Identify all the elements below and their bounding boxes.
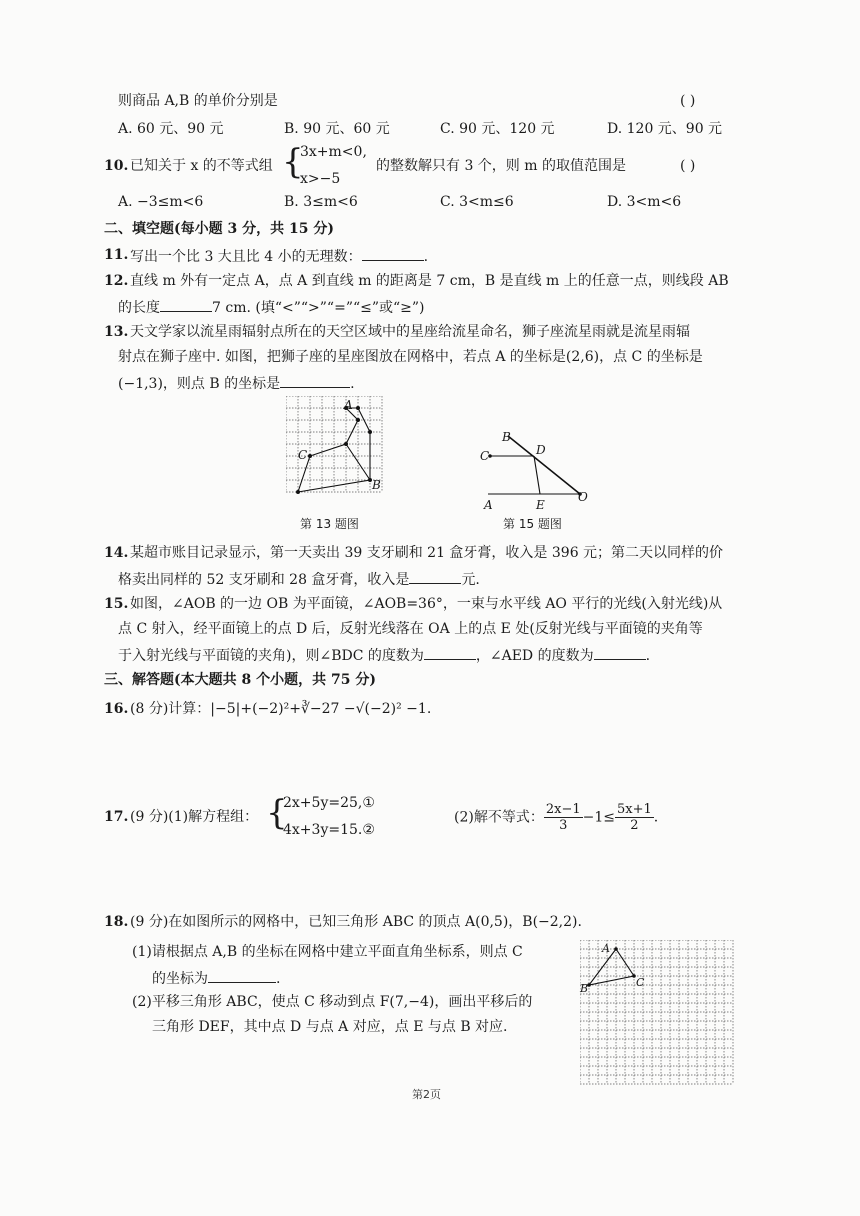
q9-option-d: D. 120 元、90 元 <box>607 121 723 137</box>
q11-end: . <box>423 249 429 265</box>
q11-answer-blank[interactable] <box>362 246 424 261</box>
q17-fraction-2 <box>615 802 654 833</box>
q15-label-e: E <box>536 498 545 512</box>
q10-option-c: C. 3<m≤6 <box>440 194 514 210</box>
q15-label-a: A <box>484 498 493 512</box>
q13-number: 13. <box>104 324 129 340</box>
q13-label-c: C <box>298 448 308 462</box>
q17-brace: { <box>266 793 288 833</box>
q13-line3-end: . <box>350 376 355 392</box>
section-solve-heading: 三、解答题(本大题共 8 个小题，共 75 分) <box>104 672 376 688</box>
q16-text: (8 分)计算：|−5|+(−2)²+∛−27 −√(−2)² −1. <box>130 701 432 717</box>
q12-line1: 直线 m 外有一定点 A，点 A 到直线 m 的距离是 7 cm，B 是直线 m 上的任意一点，则线段 AB <box>130 273 729 289</box>
q17-eq2: 4x+3y=15.② <box>283 822 375 838</box>
q13-line3-start: (−1,3)，则点 B 的坐标是 <box>118 376 281 392</box>
q18-label-a: A <box>602 942 610 955</box>
q15-label-d: D <box>536 443 546 457</box>
q10-option-b: B. 3≤m<6 <box>284 194 358 210</box>
q12-line2 <box>118 297 425 317</box>
q9-option-a: A. 60 元、90 元 <box>118 121 224 137</box>
q13-label-b: B <box>372 478 381 492</box>
q15-answer-blank-2[interactable] <box>594 645 646 660</box>
q15-line1: 如图，∠AOB 的一边 OB 为平面镜，∠AOB=36°，一束与水平线 AO 平行的光线(入射光线)从 <box>130 596 723 612</box>
q17-fraction-2-denominator: 2 <box>630 818 639 833</box>
q9-option-c: C. 90 元、120 元 <box>440 121 555 137</box>
q12-number: 12. <box>104 273 129 289</box>
q15-mirror-figure <box>478 430 590 500</box>
q9-option-b: B. 90 元、60 元 <box>284 121 390 137</box>
q15-label-b: B <box>502 430 511 444</box>
q16-number: 16. <box>104 701 129 717</box>
q11-number: 11. <box>104 247 129 263</box>
q18-number: 18. <box>104 914 129 930</box>
q18-label-c: C <box>636 976 645 989</box>
q14-line2-start: 格卖出同样的 52 支牙刷和 28 盒牙膏，收入是 <box>118 572 410 588</box>
q17-fraction-1 <box>544 802 583 833</box>
q14-line2-end: 元. <box>461 572 480 588</box>
q17-fraction-2-numerator: 5x+1 <box>617 802 652 817</box>
q15-number: 15. <box>104 596 129 612</box>
q18-coordinate-grid[interactable] <box>580 940 736 1086</box>
q17-end: . <box>653 809 659 826</box>
q13-line1: 天文学家以流星雨辐射点所在的天空区域中的星座给流星命名，狮子座流星雨就是流星雨辐 <box>130 324 690 340</box>
q18-line1: (9 分)在如图所示的网格中，已知三角形 ABC 的顶点 A(0,5)，B(−2,2). <box>130 914 582 930</box>
q18-answer-blank[interactable] <box>208 968 276 983</box>
q9-tail: 则商品 A,B 的单价分别是 <box>118 93 278 109</box>
page-number: 第2页 <box>412 1088 441 1101</box>
q10-system-line2: x>−5 <box>300 171 341 187</box>
q14-answer-blank[interactable] <box>409 569 461 584</box>
q13-figure-caption: 第 13 题图 <box>300 517 359 531</box>
q17-fraction-1-numerator: 2x−1 <box>545 802 581 817</box>
q13-answer-blank[interactable] <box>280 373 350 388</box>
q12-line2-end: 7 cm. (填“<”“>”“=”“≤”或“≥”) <box>212 300 425 316</box>
q17-part2 <box>454 802 658 833</box>
q14-line1: 某超市账目记录显示，第一天卖出 39 支牙刷和 21 盒牙膏，收入是 396 元；第二天以同样的价 <box>130 545 724 561</box>
q17-fraction-1-denominator: 3 <box>559 818 568 833</box>
q14-number: 14. <box>104 545 129 561</box>
q10-brace: { <box>282 142 304 182</box>
q10-option-d: D. 3<m<6 <box>607 194 682 210</box>
q18-part2-line1: (2)平移三角形 ABC，使点 C 移动到点 F(7,−4)，画出平移后的 <box>132 994 533 1010</box>
q12-answer-blank[interactable] <box>160 297 212 312</box>
q13-line2: 射点在狮子座中. 如图，把狮子座的星座图放在网格中，若点 A 的坐标是(2,6)，点 C 的坐标是 <box>118 349 703 365</box>
q10-system-line1: 3x+m<0, <box>300 144 367 160</box>
q18-part1-end: . <box>276 971 281 987</box>
q18-part1-line1: (1)请根据点 A,B 的坐标在网格中建立平面直角坐标系，则点 C <box>132 944 523 960</box>
q11-text <box>130 246 428 266</box>
q9-answer-paren: ( ) <box>680 93 696 109</box>
q17-number: 17. <box>104 809 129 825</box>
q10-answer-paren: ( ) <box>680 158 696 174</box>
q11-prompt: 写出一个比 3 大且比 4 小的无理数： <box>130 249 362 265</box>
q15-line2: 点 C 射入，经平面镜上的点 D 后，反射光线落在 OA 上的点 E 处(反射光线与平面镜的夹角等 <box>118 621 703 637</box>
q18-part2-line2: 三角形 DEF，其中点 D 与点 A 对应，点 E 与点 B 对应. <box>152 1019 508 1035</box>
q15-line3-end: . <box>645 648 651 664</box>
q13-line3 <box>118 373 355 393</box>
q18-part1-prompt: 的坐标为 <box>152 971 208 987</box>
q15-label-c: C <box>480 449 490 463</box>
q10-suffix: 的整数解只有 3 个，则 m 的取值范围是 <box>376 158 626 174</box>
q15-line3-mid: ，∠AED 的度数为 <box>475 648 594 664</box>
q10-prefix: 已知关于 x 的不等式组 <box>130 158 273 174</box>
q10-number: 10. <box>104 158 129 174</box>
q10-option-a: A. −3≤m<6 <box>118 194 204 210</box>
q13-label-a: A <box>344 398 353 412</box>
q15-line3 <box>118 645 650 665</box>
q17-part2-label: (2)解不等式： <box>454 809 544 826</box>
q14-line2 <box>118 569 480 589</box>
q17-part1: (9 分)(1)解方程组： <box>130 809 259 825</box>
section-fill-in-heading: 二、填空题(每小题 3 分，共 15 分) <box>104 221 334 237</box>
q15-line3-start: 于入射光线与平面镜的夹角)，则∠BDC 的度数为 <box>118 648 424 664</box>
q18-label-b: B <box>580 982 589 995</box>
q17-inequality-mid: −1≤ <box>582 809 615 826</box>
q17-eq1: 2x+5y=25,① <box>283 795 375 811</box>
q15-answer-blank-1[interactable] <box>424 645 476 660</box>
q15-label-o: O <box>578 490 588 504</box>
q12-line2-start: 的长度 <box>118 300 160 316</box>
q15-figure-caption: 第 15 题图 <box>503 517 562 531</box>
q18-part1-line2 <box>152 968 280 988</box>
